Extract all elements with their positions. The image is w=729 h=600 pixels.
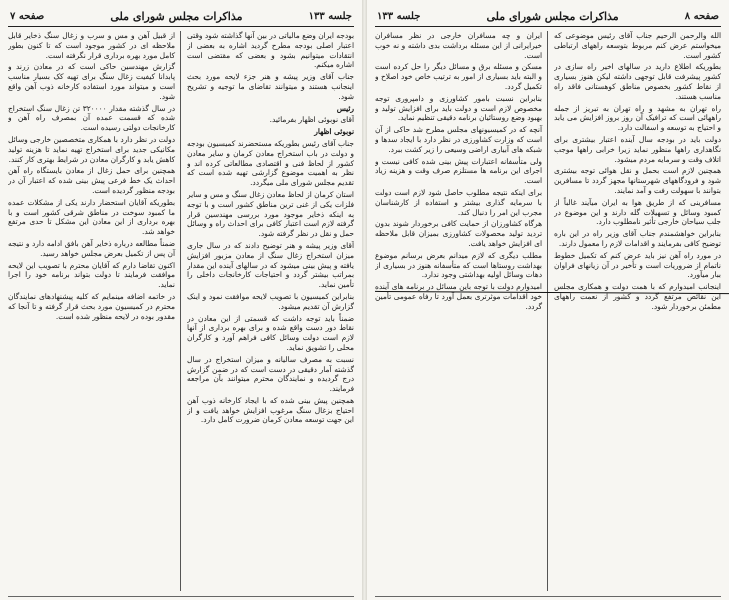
transcript-paragraph: بودجه ایران وضع مالیاتی در بین آنها گذاشته شود وقتی اعتبار اصلی بودجه مطرح گردید اشاره به بعضی از انتقادات میتوانیم بشود و بعضی که مقتضی است اشاره میکنم.: [187, 31, 354, 70]
transcript-paragraph: جناب آقای وزیر پیشه و هنر جزء لایحه مورد بحث اینجانب هستند و میتوانند تقاضای ما توجیه و تشریح شود.: [187, 72, 354, 101]
transcript-paragraph: گزارش مهندسین حاکی است که در معادن زرند و پابدانا کیفیت زغال سنگ برای تهیه کک بسیار مناسب است و میتواند مورد استفاده کارخانه ذوب آهن واقع شود.: [8, 62, 175, 101]
transcript-paragraph: نسبت به مصرف سالیانه و میزان استخراج در سال گذشته آمار دقیقی در دست است که در ضمن گزارش درج گردیده و نمایندگان محترم میتوانند بآن مراجعه فرمایند.: [187, 354, 354, 394]
transcript-paragraph: بنابراین نسبت بامور کشاورزی و دامپروری توجه مخصوص لازم است و دولت باید برای افزایش تولید و بهبود وضع روستائیان برنامه دقیقی تنظیم نماید.: [375, 93, 542, 123]
right-session-number: جلسه ۱۳۳: [377, 10, 421, 22]
right-footer-rule: [375, 596, 721, 597]
transcript-paragraph: مسافرینی که از طریق هوا به ایران میآیند غالباً از کمبود وسائل و تسهیلات گله دارند و این موضوع در جلب سیاحان خارجی تأثیر نامطلوب دارد.: [554, 197, 721, 227]
left-session-number: جلسه ۱۳۳: [308, 10, 352, 22]
transcript-paragraph: همچنین پیش بینی شده که با ایجاد کارخانه ذوب آهن احتیاج بزغال سنگ مرغوب افزایش خواهد یافت و از این جهت توسعه معادن کرمان ضرورت کامل دارد.: [187, 395, 354, 425]
transcript-paragraph: جناب آقای رئیس بطوریکه مستحضرند کمیسیون بودجه و دولت در باب استخراج معادن کرمان و سایر معادن کشور از لحاظ فنی و اقتصادی مطالعاتی کرده اند و نظر به اهمیت موضوع گزارشی تهیه شده است که تقدیم مجلس شورای ملی میگردد.: [187, 138, 354, 188]
transcript-paragraph: ولی متأسفانه اعتبارات پیش بینی شده کافی نیست و اجرای این برنامه ها مستلزم صرف وقت و هزینه زیاد است.: [375, 156, 542, 186]
left-page-number: صفحه ۷: [10, 10, 45, 22]
right-page-title: مذاکرات مجلس شورای ملی: [486, 9, 619, 23]
transcript-paragraph: ضمناً باید توجه داشت که قسمتی از این معادن در نقاط دور دست واقع شده و برای بهره برداری از آنها لازم است دولت وسائل کافی فراهم آورد و کارگران محلی را تشویق نماید.: [187, 313, 354, 352]
transcript-paragraph: بنابراین خواهشمندم جناب آقای وزیر راه در این باره توضیح کافی بفرمایند و اقدامات لازم را معمول دارند.: [554, 229, 721, 248]
transcript-paragraph: در خاتمه اضافه مینمایم که کلیه پیشنهادهای نمایندگان محترم در کمیسیون مورد بحث قرار گرفته و تا آنجا که مقدور بوده در لایحه منظور شده است.: [8, 291, 175, 321]
transcript-paragraph: آقای نوبوئی اظهار بفرمائید.: [269, 115, 354, 125]
transcript-paragraph: ضمناً مطالعه درباره ذخایر آهن بافق ادامه دارد و نتیجه آن پس از تکمیل بعرض مجلس خواهد رسید.: [8, 238, 175, 258]
transcript-paragraph: همچنین لازم است بحمل و نقل هوائی توجه بیشتری شود و فرودگاههای شهرستانها مجهز گردد تا مسافرین بتوانند با سهولت رفت و آمد نمایند.: [554, 166, 721, 195]
right-page-header: [375, 6, 721, 27]
left-page-columns: [8, 31, 354, 591]
transcript-paragraph: همچنین برای حمل زغال از معادن بایستگاه راه آهن احداث یک خط فرعی پیش بینی شده که اعتبار آن در بودجه منظور گردیده است.: [8, 166, 175, 195]
left-page-header: [8, 6, 354, 27]
transcript-paragraph: ایران و چه مسافران خارجی در نظر مسافران خیرایرانی از این مسئله برداشت بدی داشته و نه خوب است.: [375, 31, 542, 60]
transcript-paragraph: امیدوارم دولت با توجه باین مسائل در برنامه های آینده خود اقدامات موثرتری بعمل آورد تا رفاه عمومی تأمین گردد.: [375, 282, 542, 311]
transcript-paragraph: بطوریکه آقایان استحضار دارند یکی از مشکلات عمده ما کمبود سوخت در مناطق شرقی کشور است و با بهره برداری از این معادن این مشکل تا حدی مرتفع خواهد شد.: [8, 197, 175, 237]
speaker-name: نوبوئی اظهار: [314, 127, 354, 137]
transcript-paragraph: در سال گذشته مقدار ۳۲۰۰۰۰ تن زغال سنگ استخراج شده که قسمت عمده آن بمصرف راه آهن و کارخانجات دولتی رسیده است.: [8, 103, 175, 133]
transcript-paragraph: اکنون تقاضا دارم که آقایان محترم با تصویب این لایحه موافقت فرمایند تا دولت بتواند برنامه خود را اجرا نماید.: [8, 260, 175, 290]
transcript-paragraph: الله والرحمن الرحیم جناب آقای رئیس موضوعی که میخواستم عرض کنم مربوط بتوسعه راههای ارتباطی کشور است.: [554, 31, 721, 60]
transcript-paragraph: هرگاه کشاورزان از حمایت کافی برخوردار شوند بدون تردید تولید محصولات کشاورزی بمیزان قابل ملاحظه ای افزایش خواهد یافت.: [375, 219, 542, 248]
right-page-col-left: [375, 31, 548, 591]
transcript-paragraph: مطلب دیگری که لازم میدانم بعرض برسانم موضوع بهداشت روستاها است که متأسفانه هنوز در بسیاری از دهات وسائل اولیه بهداشتی وجود ندارد.: [375, 250, 542, 280]
transcript-paragraph: دولت باید در بودجه سال آینده اعتبار بیشتری برای نگاهداری راهها منظور نماید زیرا خرابی راهها موجب اتلاف وقت و سرمایه مردم میشود.: [554, 134, 721, 164]
transcript-paragraph: مسکن و مسئله برق و مسائل دیگر را حل کرده است و البته باید بسیاری از امور به ترتیب خاص خود اصلاح و تکمیل گردد.: [375, 62, 542, 91]
left-footer-rule: [8, 596, 354, 597]
right-page-col-right: [554, 31, 721, 591]
right-page-number: صفحه ۸: [684, 10, 719, 22]
transcript-paragraph: آقای وزیر پیشه و هنر توضیح دادند که در سال جاری میزان استخراج زغال سنگ از معادن مزبور افزایش یافته و پیش بینی میشود که در سالهای آینده این مقدار بمراتب بیشتر گردد و احتیاجات کارخانجات داخلی را تأمین نماید.: [187, 240, 354, 290]
transcript-paragraph: برای اینکه نتیجه مطلوب حاصل شود لازم است دولت با سرمایه گذاری بیشتر و استفاده از کارشناسان مجرب این امر را دنبال کند.: [375, 187, 542, 217]
transcript-paragraph: آنچه که در کمیسیونهای مجلس مطرح شد حاکی از آن است که وزارت کشاورزی در نظر دارد با ایجاد سدها و شبکه های آبیاری اراضی وسیعی را زیر کشت ببرد.: [375, 125, 542, 154]
transcript-paragraph: بنابراین کمیسیون با تصویب لایحه موافقت نمود و اینک گزارش آن تقدیم میشود.: [187, 291, 354, 311]
transcript-paragraph: بطوریکه اطلاع دارید در سالهای اخیر راه سازی در کشور پیشرفت قابل توجهی داشته لیکن هنوز بسیاری از نقاط کشور بخصوص مناطق کوهستانی فاقد راه مناسب هستند.: [554, 62, 721, 101]
left-page-col-right: [187, 31, 354, 591]
transcript-paragraph: دولت در نظر دارد با همکاری متخصصین خارجی وسائل مکانیکی جدید برای استخراج تهیه نماید تا هزینه تولید کاهش یابد و کارگران معادن در شرایط بهتری کار کنند.: [8, 134, 175, 164]
left-page: [0, 0, 362, 600]
right-page-columns: [375, 31, 721, 591]
speaker-name: رئیس: [336, 103, 354, 113]
right-page: [367, 0, 729, 600]
transcript-paragraph: راه تهران به مشهد و راه تهران به تبریز از جمله راههائی است که ترافیک آن روز بروز افزایش می یابد و احتیاج به توسعه و اسفالت دارد.: [554, 103, 721, 133]
left-page-title: مذاکرات مجلس شورای ملی: [110, 9, 243, 23]
transcript-paragraph: از قبیل آهن و مس و سرب و زغال سنگ ذخایر قابل ملاحظه ای در کشور موجود است که تا کنون بطور کامل مورد بهره برداری قرار نگرفته است.: [8, 31, 175, 60]
transcript-paragraph: استان کرمان از لحاظ معادن زغال سنگ و مس و سایر فلزات یکی از غنی ترین مناطق کشور است و با توجه به اینکه ذخایر موجود مورد بررسی مهندسین قرار گرفته لازم است اعتبار کافی برای احداث راه و وسائل حمل و نقل در نظر گرفته شود.: [187, 189, 354, 239]
left-page-col-left: [8, 31, 181, 591]
transcript-paragraph: در مورد راه آهن نیز باید عرض کنم که تکمیل خطوط ناتمام از ضروریات است و تأخیر در آن زیانهای فراوان ببار میآورد.: [554, 250, 721, 280]
transcript-paragraph: اینجانب امیدوارم که با همت دولت و همکاری مجلس این نقائص مرتفع گردد و کشور از نعمت راههای مطمئن برخوردار شود.: [554, 282, 721, 311]
